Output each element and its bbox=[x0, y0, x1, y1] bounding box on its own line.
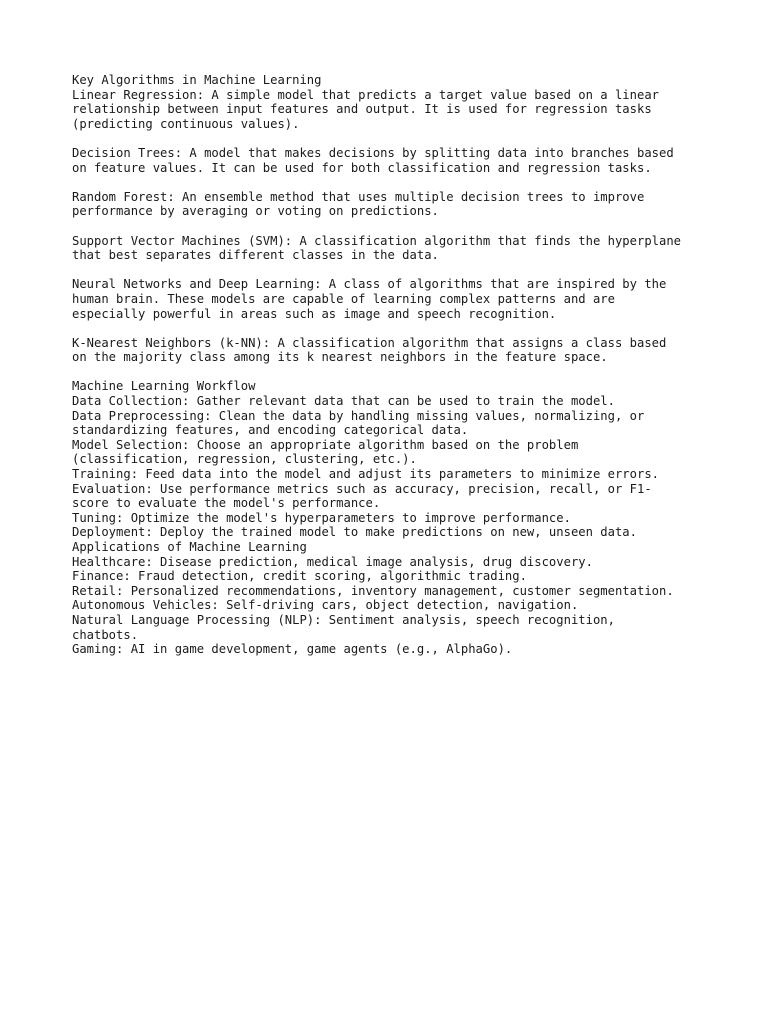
list-item-line: Healthcare: Disease prediction, medical image analysis, drug discovery. bbox=[72, 554, 593, 569]
paragraph-line: on feature values. It can be used for both classification and regression tasks. bbox=[72, 160, 652, 175]
list-item-tuning bbox=[72, 511, 732, 526]
section-heading: Applications of Machine Learning bbox=[72, 540, 307, 554]
list-item-deployment bbox=[72, 525, 732, 540]
list-item-training bbox=[72, 467, 732, 482]
paragraph-line: that best separates different classes in the data. bbox=[72, 248, 439, 263]
paragraph-line: (predicting continuous values). bbox=[72, 116, 300, 131]
list-item-line: standardizing features, and encoding categorical data. bbox=[72, 423, 469, 438]
list-item-line: chatbots. bbox=[72, 627, 139, 642]
paragraph-spacer bbox=[72, 175, 732, 190]
list-item-line: Data Preprocessing: Clean the data by handling missing values, normalizing, or bbox=[72, 408, 645, 423]
list-item-line: score to evaluate the model's performance. bbox=[72, 496, 381, 511]
paragraph-line: on the majority class among its k nearest neighbors in the feature space. bbox=[72, 350, 608, 365]
paragraph-linear-regression bbox=[72, 88, 732, 132]
list-item-line: Training: Feed data into the model and adjust its parameters to minimize errors. bbox=[72, 467, 659, 482]
paragraph-knn bbox=[72, 336, 732, 365]
paragraph-random-forest bbox=[72, 190, 732, 219]
list-item-line: Gaming: AI in game development, game agents (e.g., AlphaGo). bbox=[72, 642, 513, 657]
list-item-healthcare bbox=[72, 555, 732, 570]
paragraph-line: Random Forest: An ensemble method that uses multiple decision trees to improve bbox=[72, 189, 645, 204]
list-item-data-preprocessing bbox=[72, 409, 732, 438]
section-key-algorithms bbox=[72, 73, 732, 379]
paragraph-spacer bbox=[72, 365, 732, 380]
paragraph-svm bbox=[72, 234, 732, 263]
section-heading: Key Algorithms in Machine Learning bbox=[72, 73, 322, 87]
paragraph-line: especially powerful in areas such as image and speech recognition. bbox=[72, 306, 557, 321]
list-item-line: Autonomous Vehicles: Self-driving cars, object detection, navigation. bbox=[72, 598, 579, 613]
list-item-line: Model Selection: Choose an appropriate algorithm based on the problem bbox=[72, 437, 579, 452]
paragraph-spacer bbox=[72, 219, 732, 234]
paragraph-line: relationship between input features and output. It is used for regression tasks bbox=[72, 102, 652, 117]
list-item-retail bbox=[72, 584, 732, 599]
list-item-autonomous-vehicles bbox=[72, 598, 732, 613]
list-item-data-collection bbox=[72, 394, 732, 409]
list-item-gaming bbox=[72, 642, 732, 657]
list-item-finance bbox=[72, 569, 732, 584]
paragraph-line: performance by averaging or voting on predictions. bbox=[72, 204, 439, 219]
paragraph-line: Neural Networks and Deep Learning: A class of algorithms that are inspired by the bbox=[72, 277, 667, 292]
list-item-line: Finance: Fraud detection, credit scoring, algorithmic trading. bbox=[72, 569, 527, 584]
list-item-line: Retail: Personalized recommendations, inventory management, customer segmentation. bbox=[72, 583, 674, 598]
list-item-line: Tuning: Optimize the model's hyperparameters to improve performance. bbox=[72, 510, 571, 525]
list-item-evaluation bbox=[72, 482, 732, 511]
list-item-nlp bbox=[72, 613, 732, 642]
section-heading: Machine Learning Workflow bbox=[72, 379, 256, 394]
paragraph-decision-trees bbox=[72, 146, 732, 175]
paragraph-line: Decision Trees: A model that makes decisions by splitting data into branches based bbox=[72, 145, 674, 160]
paragraph-spacer bbox=[72, 131, 732, 146]
section-ml-workflow bbox=[72, 379, 732, 540]
paragraph-spacer bbox=[72, 321, 732, 336]
paragraph-neural-networks bbox=[72, 277, 732, 321]
paragraph-spacer bbox=[72, 263, 732, 278]
paragraph-line: Support Vector Machines (SVM): A classification algorithm that finds the hyperplane bbox=[72, 233, 682, 248]
list-item-line: Data Collection: Gather relevant data that can be used to train the model. bbox=[72, 394, 615, 409]
list-item-line: Evaluation: Use performance metrics such as accuracy, precision, recall, or F1- bbox=[72, 481, 652, 496]
paragraph-line: human brain. These models are capable of learning complex patterns and are bbox=[72, 291, 615, 306]
section-ml-applications bbox=[72, 540, 732, 657]
list-item-model-selection bbox=[72, 438, 732, 467]
list-item-line: Natural Language Processing (NLP): Sentiment analysis, speech recognition, bbox=[72, 612, 615, 627]
document-page bbox=[72, 73, 732, 657]
list-item-line: (classification, regression, clustering, etc.). bbox=[72, 452, 417, 467]
paragraph-line: Linear Regression: A simple model that predicts a target value based on a linear bbox=[72, 87, 659, 102]
list-item-line: Deployment: Deploy the trained model to make predictions on new, unseen data. bbox=[72, 525, 637, 540]
paragraph-line: K-Nearest Neighbors (k-NN): A classification algorithm that assigns a class based bbox=[72, 335, 667, 350]
